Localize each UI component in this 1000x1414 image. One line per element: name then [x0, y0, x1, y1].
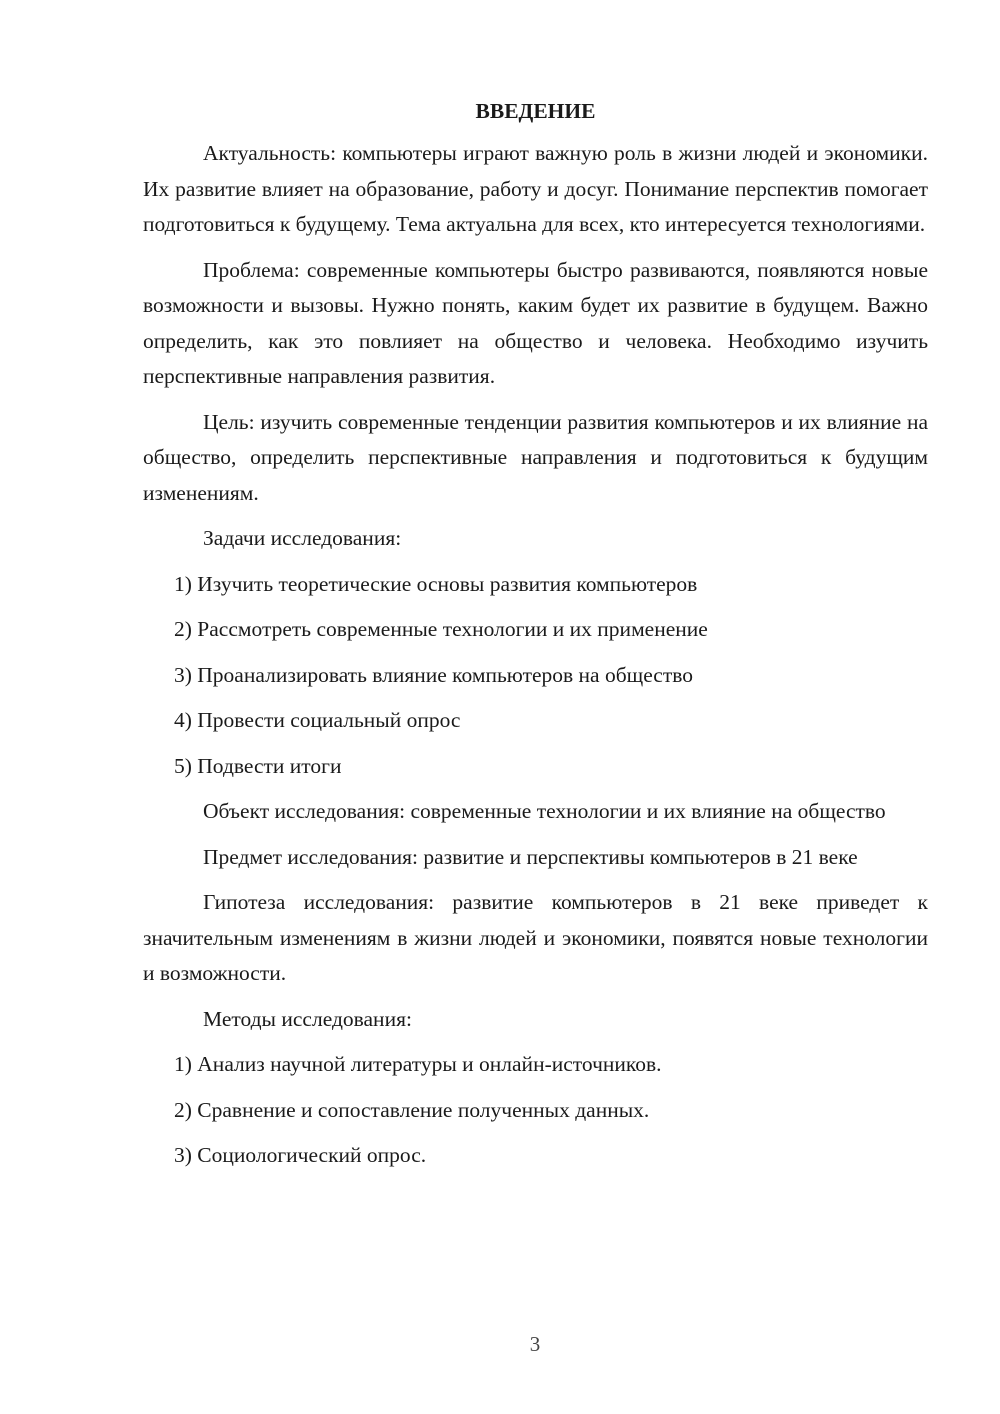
document-page [143, 96, 928, 1184]
list-item: 1) Анализ научной литературы и онлайн-источников. [174, 1052, 662, 1076]
list-item: 2) Сравнение и сопоставление полученных данных. [174, 1097, 650, 1122]
methods-label: Методы исследования: [203, 1006, 412, 1031]
list-item: 3) Проанализировать влияние компьютеров на общество [174, 662, 693, 687]
list-item: 3) Социологический опрос. [174, 1143, 427, 1167]
tasks-list [143, 567, 928, 785]
paragraph-goal: Цель: изучить современные тенденции развития компьютеров и их влияние на общество, определить перспективные направления и подготовиться к будущим изменениям. [143, 409, 928, 505]
paragraph-object: Объект исследования: современные технологии и их влияние на общество [203, 799, 886, 823]
paragraph-subject: Предмет исследования: развитие и перспективы компьютеров в 21 веке [203, 844, 858, 869]
paragraph-relevance: Актуальность: компьютеры играют важную роль в жизни людей и экономики. Их развитие влияет на образование, работу и досуг. Понимание перспектив помогает подготовиться к будущему. Тема актуальна для всех, кто интересуется технологиями. [143, 141, 928, 236]
section-title: ВВЕДЕНИЕ [475, 99, 596, 123]
methods-list [143, 1047, 928, 1174]
list-item: 1) Изучить теоретические основы развития компьютеров [174, 571, 698, 596]
list-item: 4) Провести социальный опрос [174, 708, 461, 732]
paragraph-problem: Проблема: современные компьютеры быстро развиваются, появляются новые возможности и вызовы. Нужно понять, каким будет их развитие в будущем. Важно определить, как это повлияет на общество и человека. Необходимо изучить перспективные направления развития. [143, 257, 928, 388]
page-number: 3 [529, 1332, 541, 1356]
list-item: 2) Рассмотреть современные технологии и их применение [174, 617, 708, 641]
tasks-label: Задачи исследования: [203, 526, 402, 550]
list-item: 5) Подвести итоги [174, 753, 342, 778]
paragraph-hypothesis: Гипотеза исследования: развитие компьютеров в 21 веке приведет к значительным изменениям в жизни людей и экономики, появятся новые технологии и возможности. [143, 890, 928, 985]
